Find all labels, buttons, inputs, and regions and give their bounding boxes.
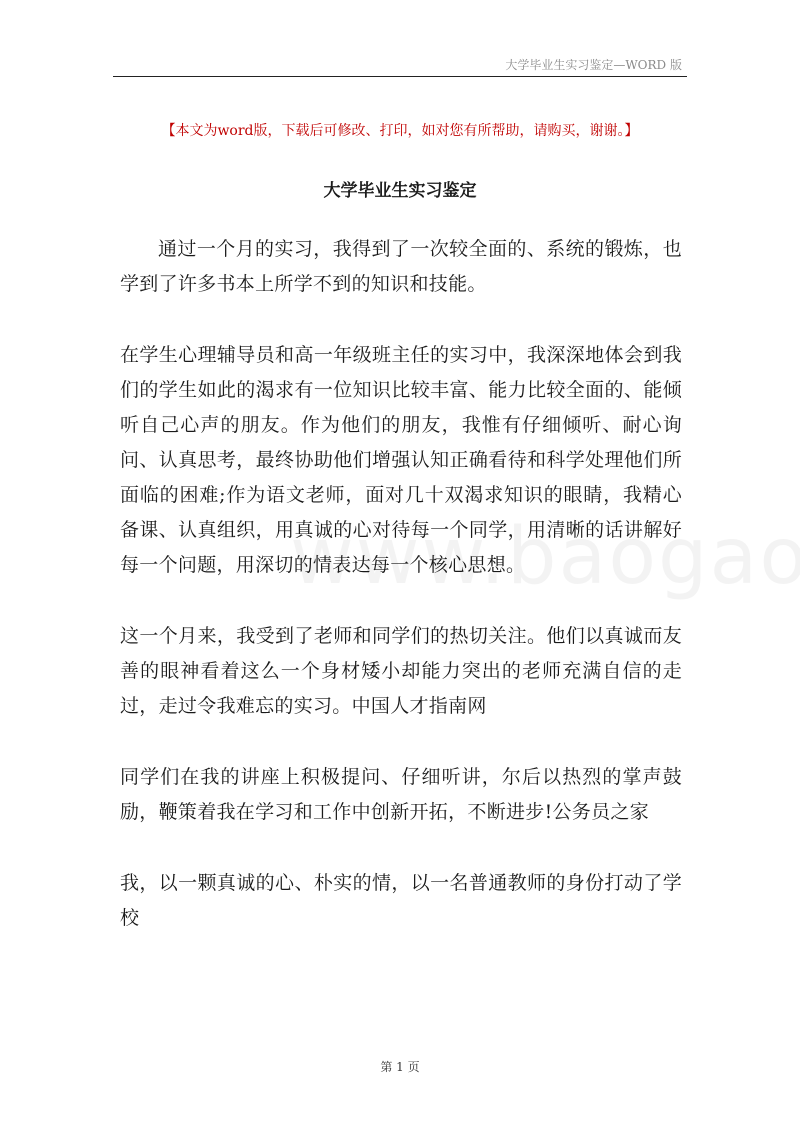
header-divider <box>113 76 687 77</box>
paragraph: 这一个月来，我受到了老师和同学们的热切关注。他们以真诚而友善的眼神看着这么一个身材矮小却能力突出的老师充满自信的走过，走过令我难忘的实习。中国人才指南网 <box>120 625 682 717</box>
page-number: 第 1 页 <box>380 1060 420 1074</box>
paragraph: 我，以一颗真诚的心、朴实的情，以一名普通教师的身份打动了学校 <box>120 872 682 929</box>
paragraph: 同学们在我的讲座上积极提问、仔细听讲，尔后以热烈的掌声鼓励，鞭策着我在学习和工作中创新开拓，不断进步!公务员之家 <box>120 766 682 823</box>
paragraph: 通过一个月的实习，我得到了一次较全面的、系统的锻炼，也学到了许多书本上所学不到的知识和技能。 <box>120 238 682 295</box>
page-header-title: 大学毕业生实习鉴定—WORD 版 <box>505 58 682 72</box>
download-notice: 【本文为word版，下载后可修改、打印，如对您有所帮助，请购买，谢谢。】 <box>161 123 639 139</box>
document-body <box>120 232 682 972</box>
document-title: 大学毕业生实习鉴定 <box>323 181 477 201</box>
paragraph: 在学生心理辅导员和高一年级班主任的实习中，我深深地体会到我们的学生如此的渴求有一位知识比较丰富、能力比较全面的、能倾听自己心声的朋友。作为他们的朋友，我惟有仔细倾听、耐心询问、认真思考，最终协助他们增强认知正确看待和科学处理他们所面临的困难;作为语文老师，面对几十双渴求知识的眼睛，我精心备课、认真组织，用真诚的心对待每一个同学，用清晰的话讲解好每一个问题，用深切的情表达每一个核心思想。 <box>120 344 682 576</box>
